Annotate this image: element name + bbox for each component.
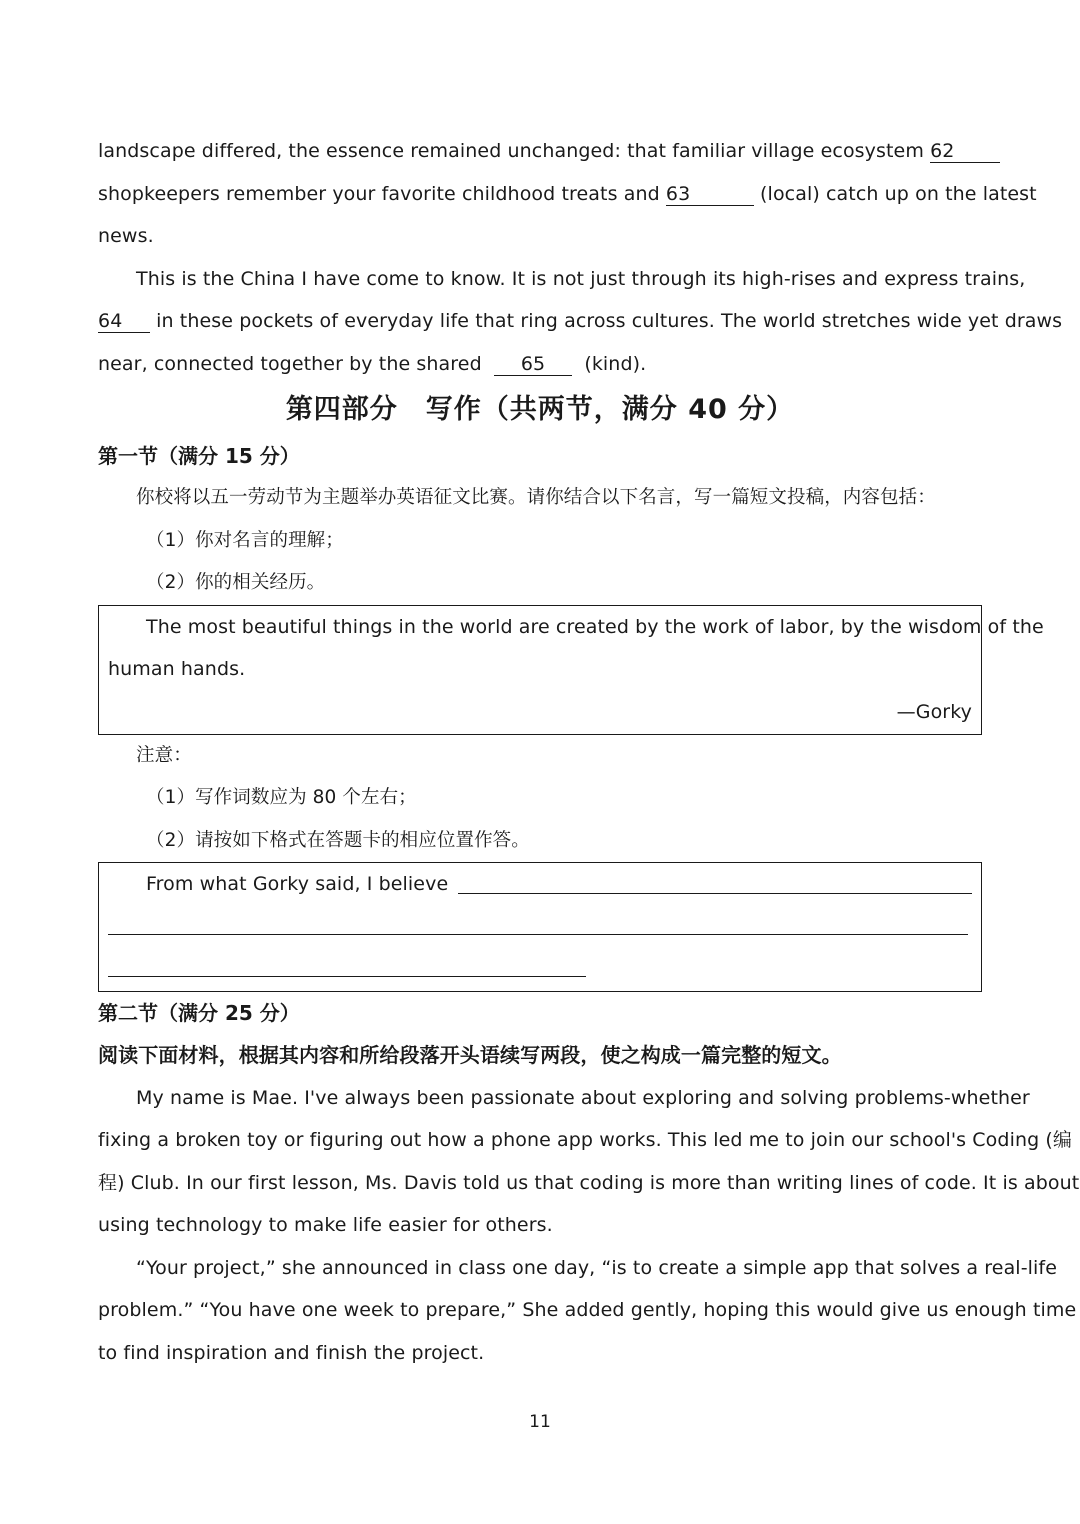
note-1: （1）写作词数应为 80 个左右； <box>146 787 417 808</box>
answer-format-box <box>98 862 982 992</box>
answer-first-line <box>108 863 972 906</box>
story-line: problem.” “You have one week to prepare,” She added gently, hoping this would give us enough time <box>98 1299 1077 1321</box>
exam-page <box>98 130 1080 1374</box>
answer-line <box>108 948 972 990</box>
passage-text: in these pockets of everyday life that ring across cultures. The world stretches wide yet draws <box>156 310 1063 332</box>
passage-text: (kind). <box>584 352 647 375</box>
passage-text: near, connected together by the shared <box>98 352 482 375</box>
section2-title: 第二节（满分 25 分） <box>98 1001 300 1025</box>
passage-line <box>98 343 982 386</box>
requirement-1: （1）你对名言的理解； <box>146 529 344 551</box>
answer-line <box>108 906 972 948</box>
answer-start-text: From what Gorky said, I believe <box>146 873 449 895</box>
story-line: using technology to make life easier for others. <box>98 1214 553 1236</box>
passage-line: This is the China I have come to know. It is not just through its high-rises and express trains, <box>136 267 1026 290</box>
story-line: to find inspiration and finish the project. <box>98 1341 485 1364</box>
page-number: 11 <box>529 1412 551 1432</box>
passage-text: landscape differed, the essence remained unchanged: that familiar village ecosystem <box>98 140 924 162</box>
story-line: “Your project,” she announced in class one day, “is to create a simple app that solves a real-life <box>136 1256 1057 1279</box>
section1-title: 第一节（满分 15 分） <box>98 444 300 468</box>
passage-line <box>98 130 982 173</box>
blank-63: 63 <box>666 183 754 206</box>
story-line: fixing a broken toy or figuring out how a phone app works. This led me to join our school's Coding (编 <box>98 1129 1072 1151</box>
blank-62: 62 <box>930 140 1000 163</box>
story-line: 程) Club. In our first lesson, Ms. Davis told us that coding is more than writing lines of code. It is about <box>98 1171 1080 1194</box>
story-line: My name is Mae. I've always been passionate about exploring and solving problems-whether <box>136 1086 1030 1109</box>
passage-line <box>98 173 1037 216</box>
blank-65: 65 <box>494 353 572 376</box>
quote-line: The most beautiful things in the world are created by the work of labor, by the wisdom of the <box>146 615 1044 638</box>
quote-line: human hands. <box>108 658 246 680</box>
task-intro: 你校将以五一劳动节为主题举办英语征文比赛。请你结合以下名言，写一篇短文投稿，内容包括： <box>136 487 936 508</box>
passage-line: news. <box>98 225 154 247</box>
quote-box <box>98 605 1044 735</box>
quote-author: —Gorky <box>896 700 972 723</box>
note-title: 注意： <box>136 744 192 766</box>
passage-line <box>98 300 1063 343</box>
passage-text: shopkeepers remember your favorite childhood treats and <box>98 182 660 205</box>
requirement-2: （2）你的相关经历。 <box>146 572 326 593</box>
passage-text: (local) catch up on the latest <box>760 182 1037 205</box>
part-title: 第四部分 写作（共两节，满分 40 分） <box>285 394 795 425</box>
answer-rule <box>108 976 586 977</box>
answer-rule <box>108 934 968 935</box>
answer-rule <box>458 893 972 894</box>
section2-instruction: 阅读下面材料，根据其内容和所给段落开头语续写两段，使之构成一篇完整的短文。 <box>98 1043 842 1067</box>
note-2: （2）请按如下格式在答题卡的相应位置作答。 <box>146 829 530 851</box>
blank-64: 64 <box>98 310 150 333</box>
